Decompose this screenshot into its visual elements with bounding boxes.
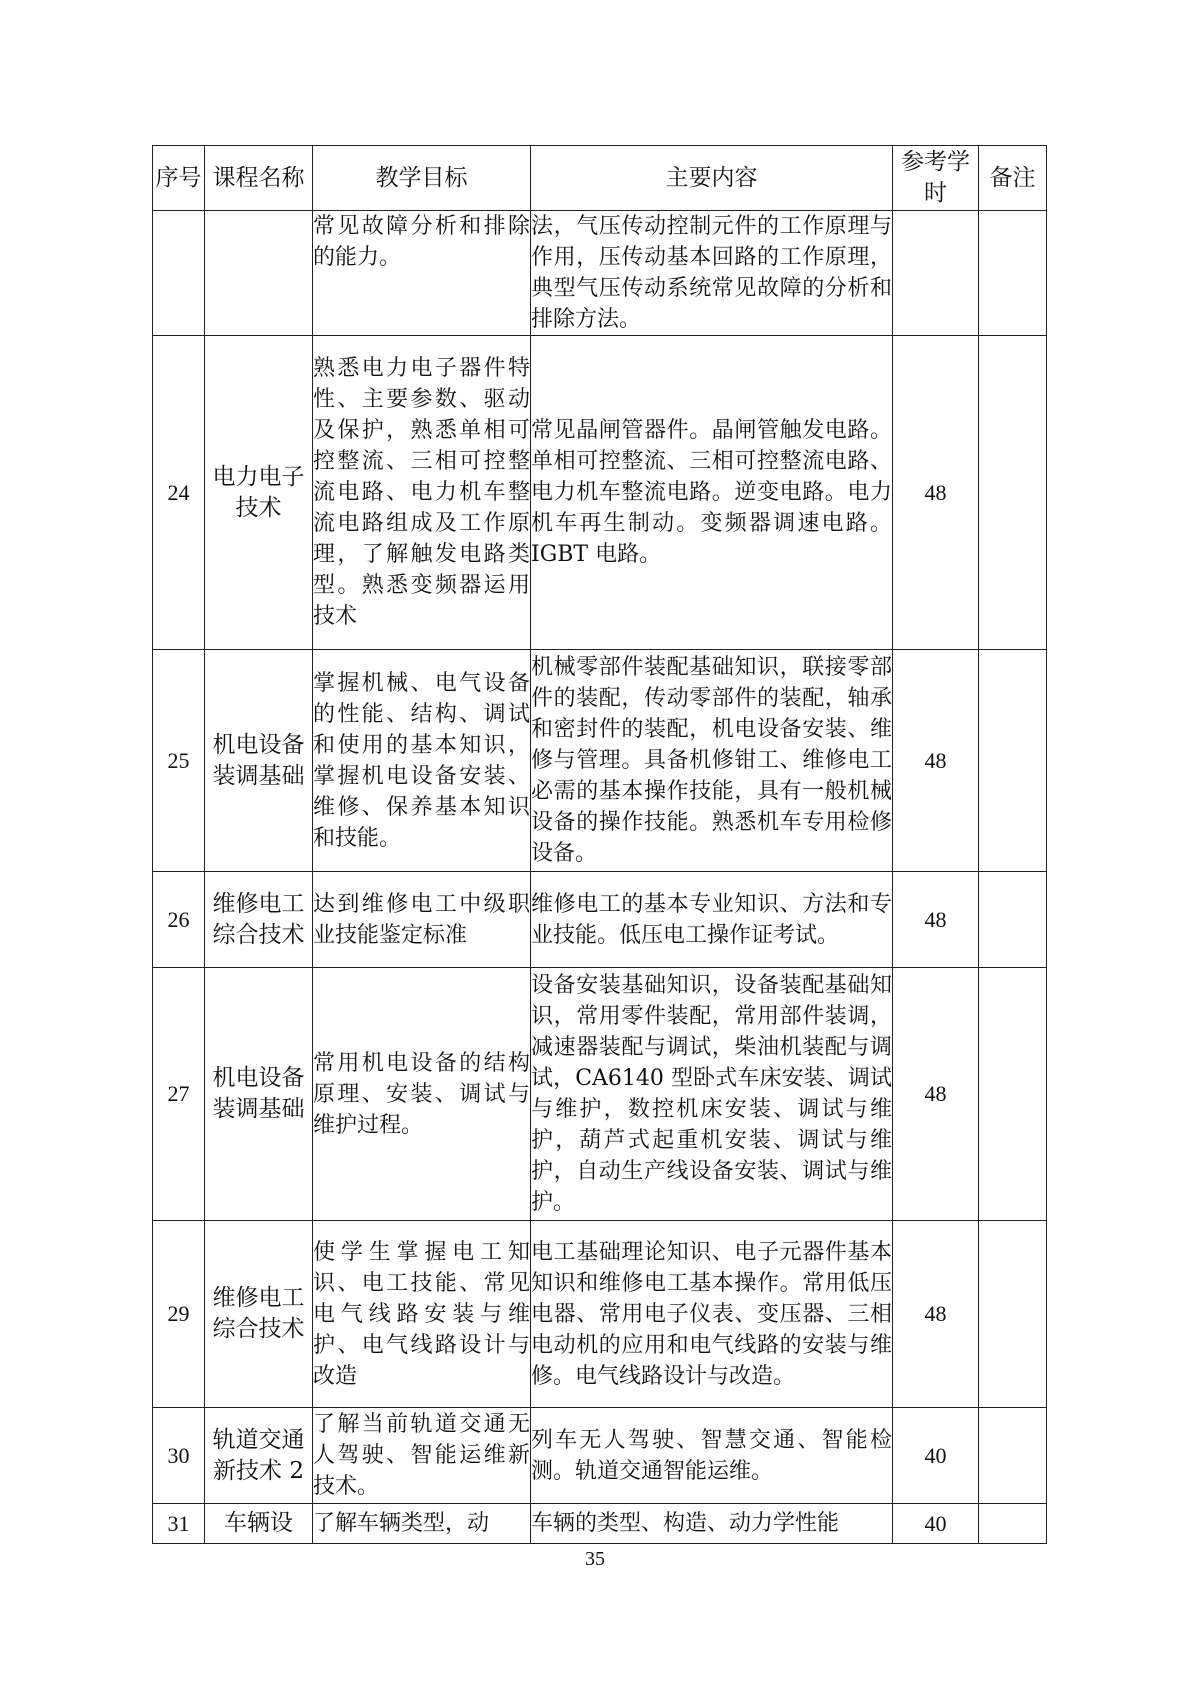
teaching-goal: 熟悉电力电子器件特性、主要参数、驱动及保护，熟悉单相可控整流、三相可控整流电路、电力机车整流电路组成及工作原理，了解触发电路类型。熟悉变频器运用技术 [313, 336, 531, 650]
page-number: 35 [585, 1548, 605, 1570]
curriculum-table [152, 145, 1047, 1544]
main-content: 机械零部件装配基础知识，联接零部件的装配，传动零部件的装配，轴承和密封件的装配，机电设备安装、维修与管理。具备机修钳工、维修电工必需的基本操作技能，具有一般机械设备的操作技能。熟悉机车专用检修设备。 [531, 650, 893, 872]
course-name: 轨道交通新技术 2 [205, 1408, 313, 1504]
teaching-goal: 达到维修电工中级职业技能鉴定标准 [313, 872, 531, 968]
main-content: 车辆的类型、构造、动力学性能 [531, 1504, 893, 1544]
teaching-goal: 掌握机械、电气设备的性能、结构、调试和使用的基本知识，掌握机电设备安装、维修、保养基本知识和技能。 [313, 650, 531, 872]
main-content: 列车无人驾驶、智慧交通、智能检测。轨道交通智能运维。 [531, 1408, 893, 1504]
teaching-goal: 常见故障分析和排除的能力。 [313, 211, 531, 336]
reference-hours: 48 [893, 336, 979, 650]
course-name: 机电设备装调基础 [205, 650, 313, 872]
row-number: 24 [153, 336, 205, 650]
teaching-goal: 使学生掌握电工知识、电工技能、常见电气线路安装与维护、电气线路设计与改造 [313, 1221, 531, 1408]
teaching-goal: 了解当前轨道交通无人驾驶、智能运维新技术。 [313, 1408, 531, 1504]
main-content: 维修电工的基本专业知识、方法和专业技能。低压电工操作证考试。 [531, 872, 893, 968]
row-number: 26 [153, 872, 205, 968]
remarks [979, 211, 1047, 336]
remarks [979, 1504, 1047, 1544]
remarks [979, 1408, 1047, 1504]
remarks [979, 1221, 1047, 1408]
main-content: 电工基础理论知识、电子元器件基本知识和维修电工基本操作。常用低压电器、常用电子仪表、变压器、三相电动机的应用和电气线路的安装与维修。电气线路设计与改造。 [531, 1221, 893, 1408]
main-content: 法，气压传动控制元件的工作原理与作用，压传动基本回路的工作原理，典型气压传动系统常见故障的分析和排除方法。 [531, 211, 893, 336]
reference-hours: 48 [893, 1221, 979, 1408]
header-teaching-goal: 教学目标 [313, 146, 531, 211]
header-main-content: 主要内容 [531, 146, 893, 211]
course-name: 车辆设 [205, 1504, 313, 1544]
reference-hours: 40 [893, 1408, 979, 1504]
header-course-name: 课程名称 [205, 146, 313, 211]
reference-hours: 48 [893, 650, 979, 872]
teaching-goal: 常用机电设备的结构原理、安装、调试与维护过程。 [313, 968, 531, 1221]
row-number: 27 [153, 968, 205, 1221]
row-number: 29 [153, 1221, 205, 1408]
header-no: 序号 [153, 146, 205, 211]
teaching-goal: 了解车辆类型，动 [313, 1504, 531, 1544]
table-row [153, 1408, 1047, 1504]
table-row [153, 336, 1047, 650]
course-name: 维修电工综合技术 [205, 872, 313, 968]
remarks [979, 872, 1047, 968]
main-content: 设备安装基础知识，设备装配基础知识，常用零件装配，常用部件装调，减速器装配与调试，柴油机装配与调试，CA6140 型卧式车床安装、调试与维护，数控机床安装、调试与维护，葫芦式起重机安装、调试与维护，自动生产线设备安装、调试与维护。 [531, 968, 893, 1221]
header-remarks: 备注 [979, 146, 1047, 211]
course-name [205, 211, 313, 336]
row-number: 30 [153, 1408, 205, 1504]
table-row [153, 211, 1047, 336]
remarks [979, 336, 1047, 650]
course-name: 维修电工综合技术 [205, 1221, 313, 1408]
row-number: 25 [153, 650, 205, 872]
main-content: 常见晶闸管器件。晶闸管触发电路。单相可控整流、三相可控整流电路、电力机车整流电路。逆变电路。电力机车再生制动。变频器调速电路。IGBT 电路。 [531, 336, 893, 650]
row-number: 31 [153, 1504, 205, 1544]
table-row [153, 1504, 1047, 1544]
reference-hours: 40 [893, 1504, 979, 1544]
course-name: 电力电子技术 [205, 336, 313, 650]
remarks [979, 968, 1047, 1221]
header-row [153, 146, 1047, 211]
reference-hours: 48 [893, 968, 979, 1221]
table-row [153, 650, 1047, 872]
table-row [153, 968, 1047, 1221]
course-name: 机电设备装调基础 [205, 968, 313, 1221]
reference-hours: 48 [893, 872, 979, 968]
remarks [979, 650, 1047, 872]
table-row [153, 872, 1047, 968]
reference-hours [893, 211, 979, 336]
table-row [153, 1221, 1047, 1408]
header-reference-hours: 参考学时 [893, 146, 979, 211]
row-number [153, 211, 205, 336]
